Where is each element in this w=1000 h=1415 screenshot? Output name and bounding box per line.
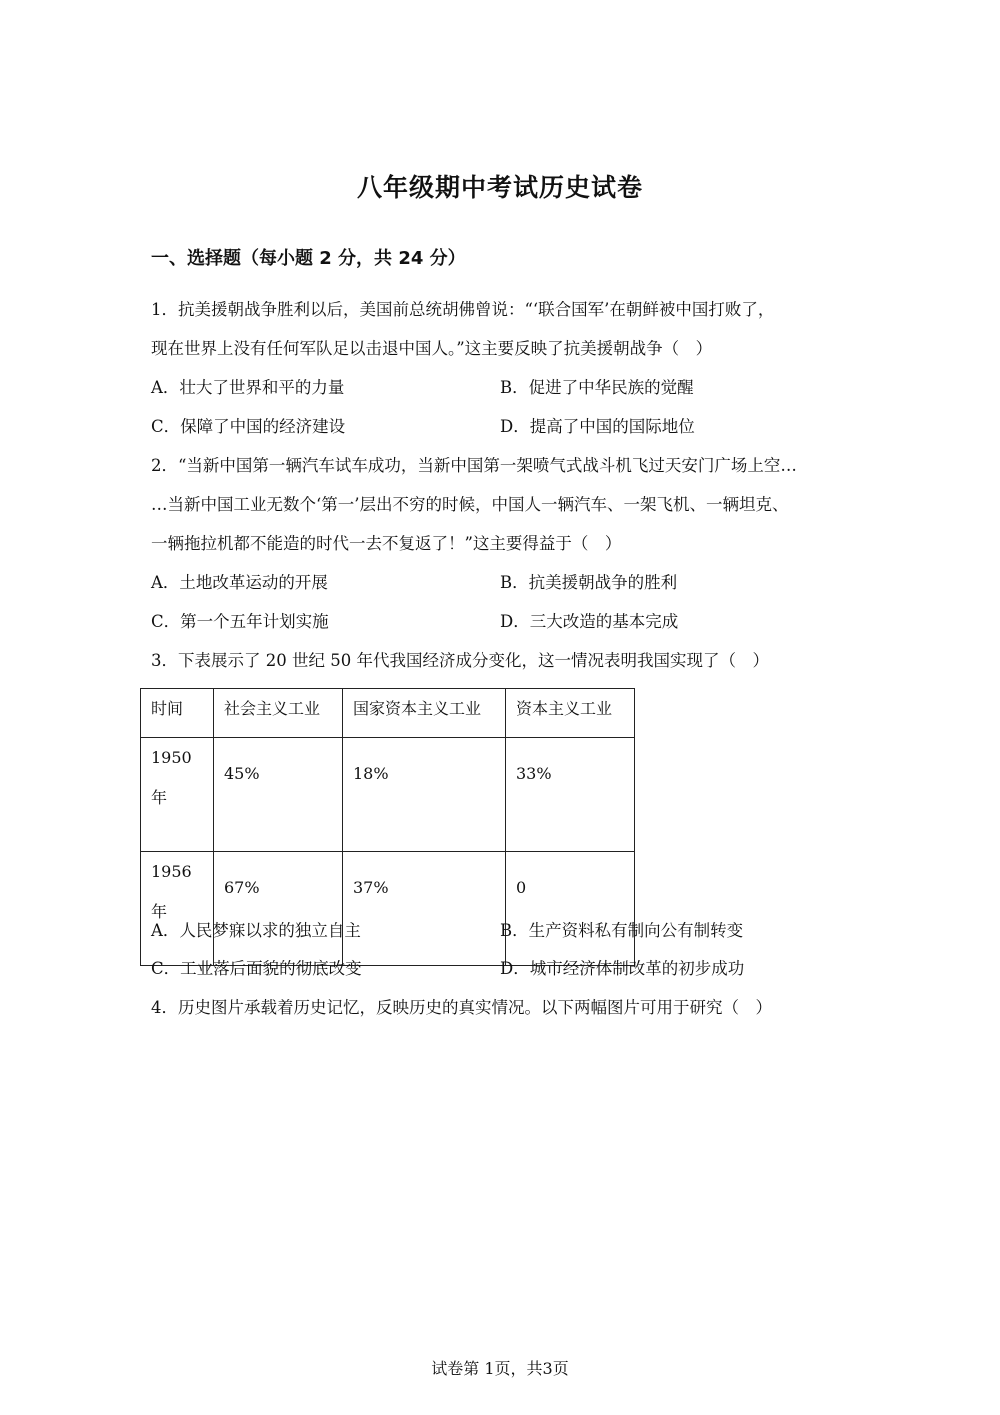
- question-2-option-d: D．三大改造的基本完成: [500, 612, 679, 631]
- section-heading: 一、选择题（每小题 2 分，共 24 分）: [151, 248, 466, 269]
- question-1-option-c: C．保障了中国的经济建设: [151, 417, 346, 436]
- question-4-text: 4．历史图片承载着历史记忆，反映历史的真实情况。以下两幅图片可用于研究（ ）: [151, 998, 772, 1017]
- table-row: [141, 852, 635, 966]
- question-3-text: 3．下表展示了 20 世纪 50 年代我国经济成分变化，这一情况表明我国实现了（ ）: [151, 651, 769, 670]
- table-row: [141, 738, 635, 852]
- question-1-text-cont: 现在世界上没有任何军队足以击退中国人。”这主要反映了抗美援朝战争（ ）: [151, 339, 713, 358]
- table-header-row: [141, 689, 635, 738]
- question-1-text: 1．抗美援朝战争胜利以后，美国前总统胡佛曾说：“‘联合国军’在朝鲜被中国打败了，: [151, 300, 775, 319]
- year-number: 1950: [151, 748, 192, 767]
- table-header-cell: 国家资本主义工业: [343, 689, 506, 738]
- year-number: 1956: [151, 862, 192, 881]
- table-cell: 67%: [214, 852, 343, 966]
- question-1-option-a: A．壮大了世界和平的力量: [151, 378, 345, 397]
- table-header-cell: 资本主义工业: [506, 689, 635, 738]
- question-3-option-c: C．工业落后面貌的彻底改变: [151, 959, 362, 978]
- table-cell: 37%: [343, 852, 506, 966]
- table-cell: 45%: [214, 738, 343, 852]
- question-2-option-a: A．土地改革运动的开展: [151, 573, 328, 592]
- question-1-option-d: D．提高了中国的国际地位: [500, 417, 695, 436]
- table-cell: 18%: [343, 738, 506, 852]
- question-2-option-c: C．第一个五年计划实施: [151, 612, 329, 631]
- table-cell-year: [141, 852, 214, 966]
- table-cell: 33%: [506, 738, 635, 852]
- question-2-text-cont: …当新中国工业无数个‘第一’层出不穷的时候，中国人一辆汽车、一架飞机、一辆坦克、: [151, 495, 789, 514]
- question-2-option-b: B．抗美援朝战争的胜利: [500, 573, 678, 592]
- question-3-option-a: A．人民梦寐以求的独立自主: [151, 921, 361, 940]
- table-cell-year: [141, 738, 214, 852]
- exam-title: 八年级期中考试历史试卷: [356, 173, 643, 202]
- table-header-cell: 社会主义工业: [214, 689, 343, 738]
- question-2-text-end: 一辆拖拉机都不能造的时代一去不复返了！”这主要得益于（ ）: [151, 534, 622, 553]
- year-unit: 年: [151, 902, 168, 921]
- table-cell: 0: [506, 852, 635, 966]
- question-3-option-d: D．城市经济体制改革的初步成功: [500, 959, 745, 978]
- year-unit: 年: [151, 788, 168, 807]
- page-footer: 试卷第 1页，共3页: [431, 1359, 569, 1378]
- table-header-cell: 时间: [141, 689, 214, 738]
- question-1-option-b: B．促进了中华民族的觉醒: [500, 378, 694, 397]
- question-2-text: 2．“当新中国第一辆汽车试车成功，当新中国第一架喷气式战斗机飞过天安门广场上空…: [151, 456, 797, 475]
- question-3-option-b: B．生产资料私有制向公有制转变: [500, 921, 744, 940]
